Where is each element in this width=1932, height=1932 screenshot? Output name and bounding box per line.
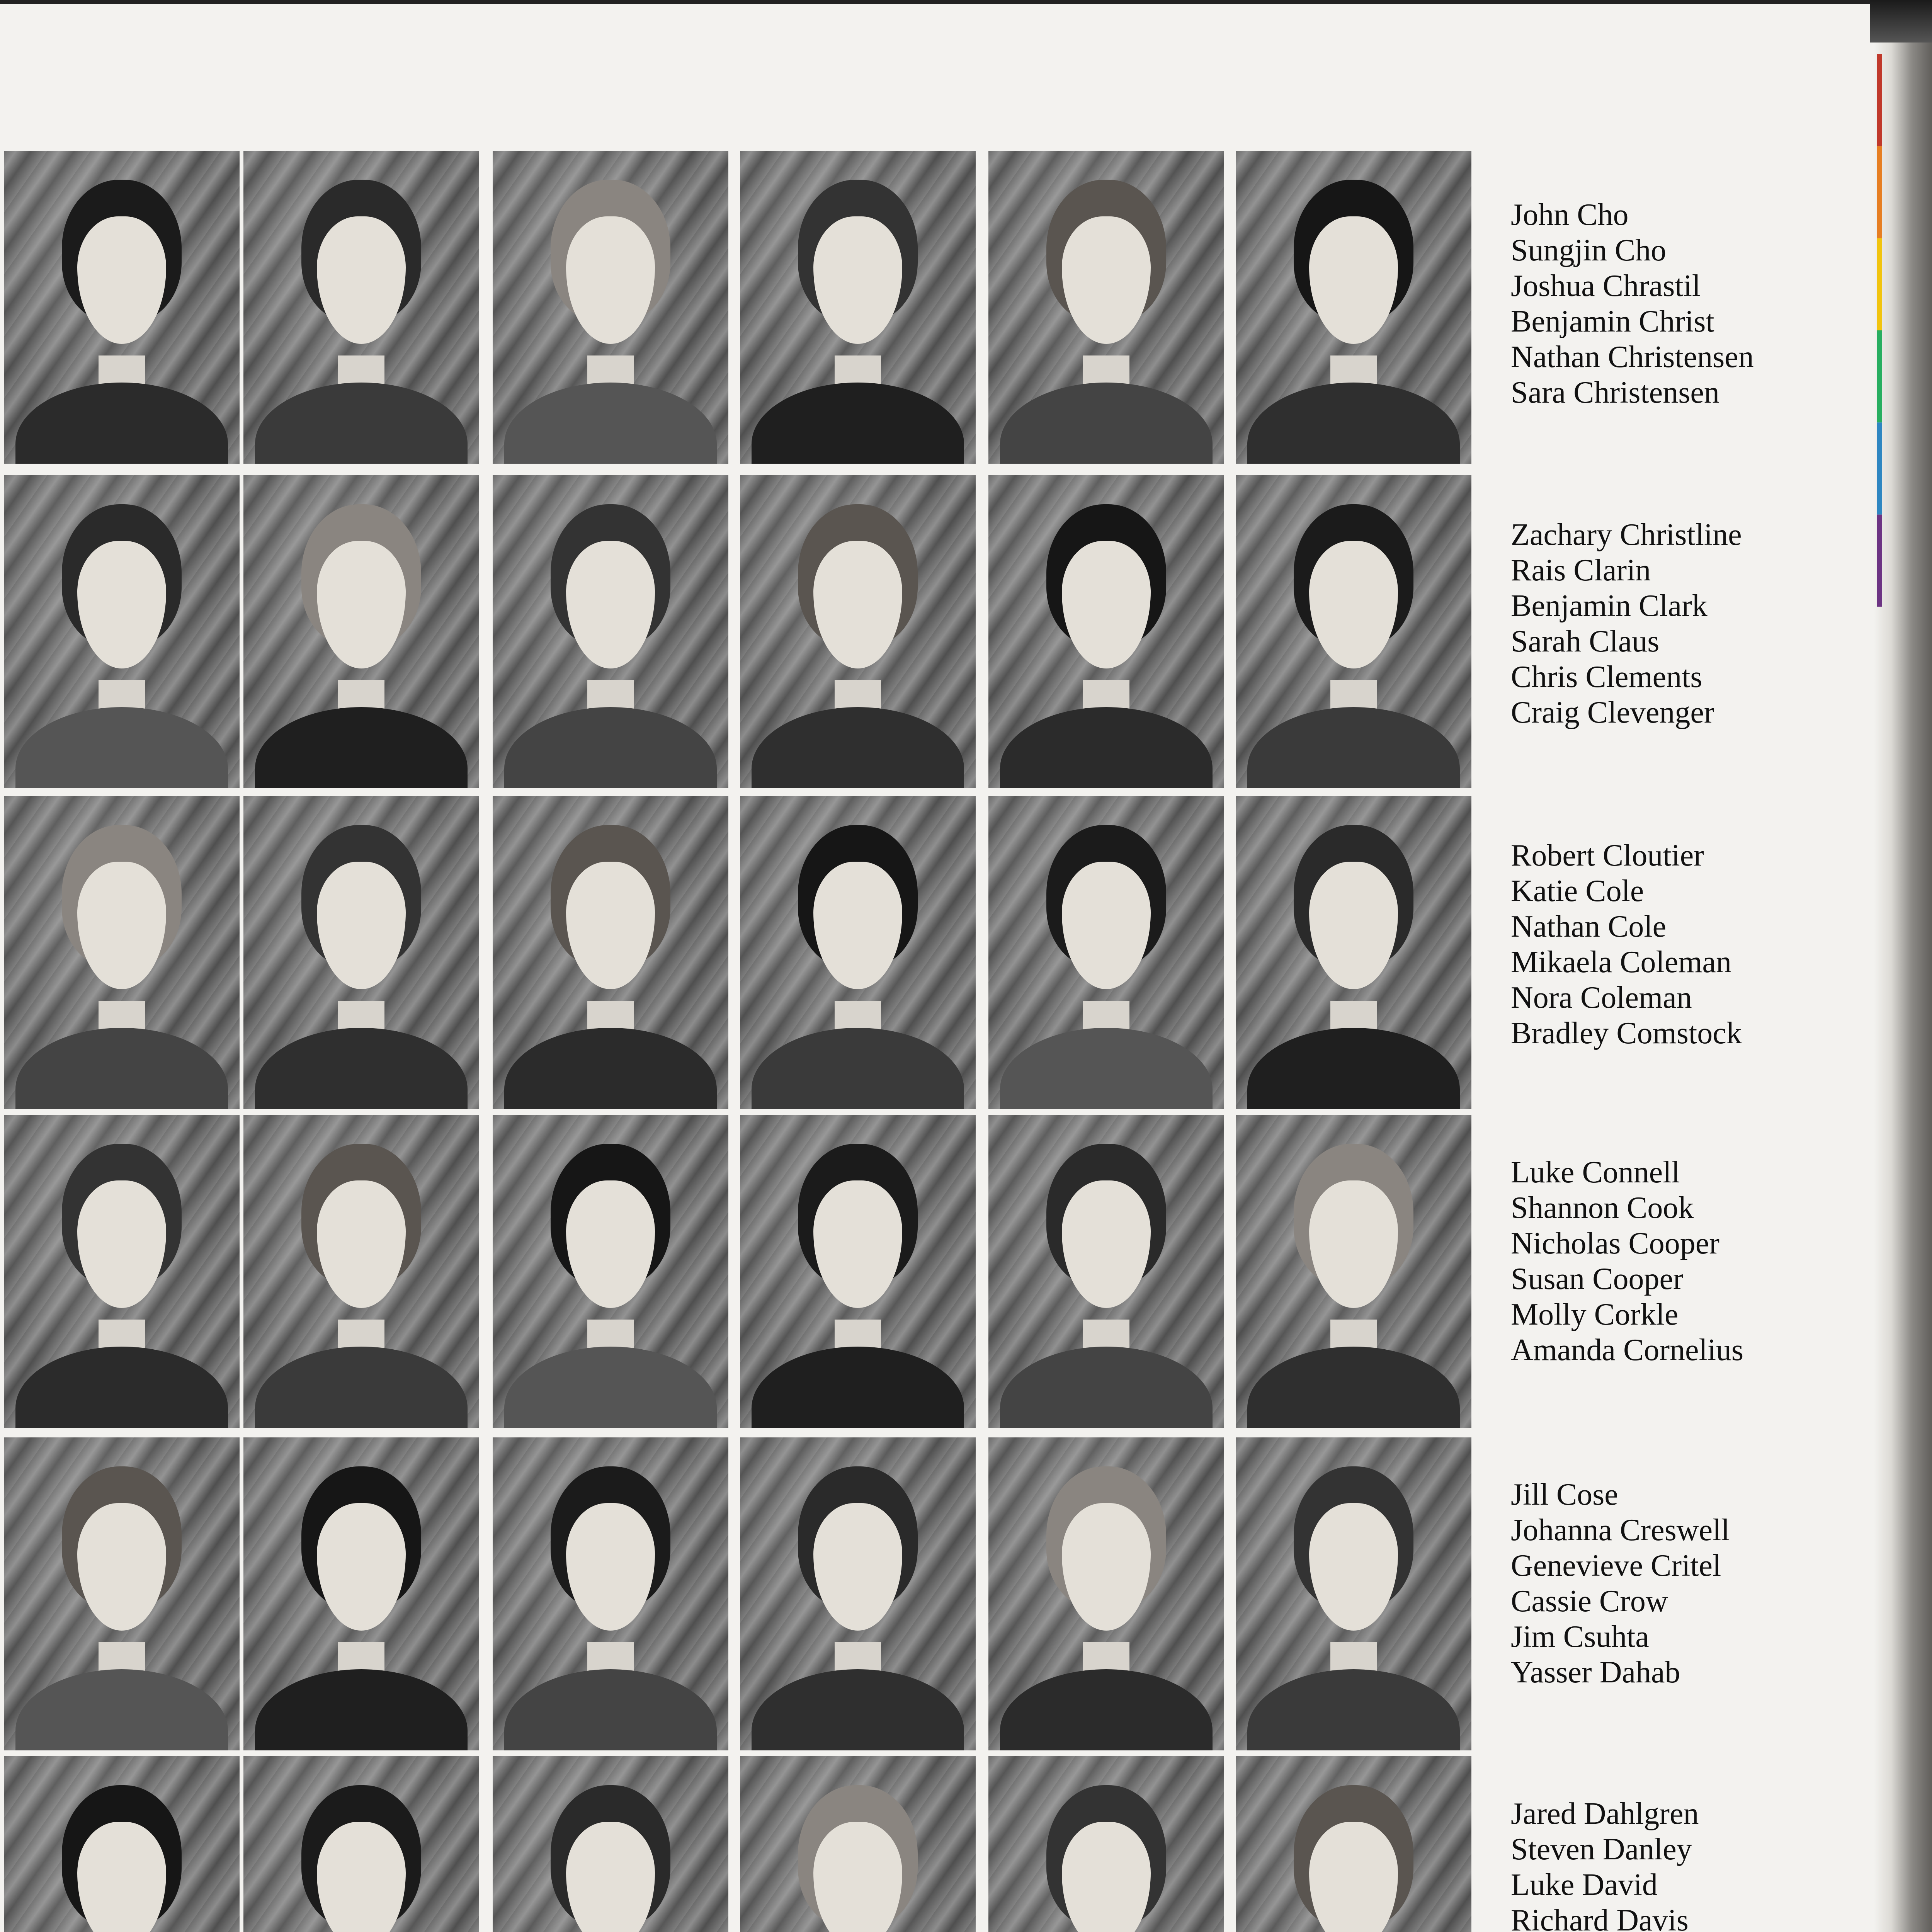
student-name: Mikaela Coleman — [1511, 945, 1731, 979]
portrait-face — [1062, 862, 1151, 989]
portrait-photo — [740, 1437, 976, 1750]
student-name: Luke Connell — [1511, 1155, 1680, 1189]
portrait-clothing — [1000, 707, 1213, 788]
ribbon-segment — [1877, 54, 1882, 146]
portrait-clothing — [255, 707, 468, 788]
portrait-clothing — [1247, 707, 1460, 788]
portrait-photo — [1236, 1115, 1471, 1428]
portrait-photo — [988, 1756, 1224, 1932]
portrait-photo — [988, 151, 1224, 464]
portrait-face — [566, 1822, 655, 1932]
portrait-photo — [243, 1437, 479, 1750]
portrait-clothing — [1000, 383, 1213, 464]
portrait-face — [1309, 1180, 1398, 1308]
portrait-face — [1062, 1503, 1151, 1631]
portrait-clothing — [752, 707, 964, 788]
portrait-clothing — [1247, 1028, 1460, 1109]
portrait-photo — [4, 475, 240, 788]
portrait-face — [566, 862, 655, 989]
student-name: Rais Clarin — [1511, 553, 1651, 587]
portrait-face — [1062, 1180, 1151, 1308]
portrait-face — [77, 541, 166, 668]
student-name: Molly Corkle — [1511, 1298, 1679, 1332]
portrait-clothing — [255, 383, 468, 464]
student-name: Benjamin Christ — [1511, 304, 1714, 338]
portrait-clothing — [1247, 383, 1460, 464]
student-name: Genevieve Critel — [1511, 1549, 1721, 1583]
portrait-face — [317, 1822, 406, 1932]
name-list — [1511, 197, 1754, 410]
portrait-face — [1309, 1822, 1398, 1932]
portrait-clothing — [504, 1669, 717, 1750]
portrait-clothing — [15, 707, 228, 788]
portrait-face — [1062, 541, 1151, 668]
name-list — [1511, 1796, 1723, 1932]
student-name: Susan Cooper — [1511, 1262, 1684, 1296]
name-list — [1511, 1477, 1730, 1690]
portrait-photo — [493, 475, 728, 788]
student-name: John Cho — [1511, 198, 1629, 232]
portrait-photo — [988, 1437, 1224, 1750]
portrait-clothing — [1000, 1347, 1213, 1428]
student-name: Nathan Cole — [1511, 910, 1667, 944]
student-name: Craig Clevenger — [1511, 696, 1714, 730]
binding-edge-top — [1870, 0, 1932, 43]
portrait-photo — [4, 1756, 240, 1932]
portrait-clothing — [504, 383, 717, 464]
portrait-face — [813, 1180, 902, 1308]
portrait-face — [566, 1180, 655, 1308]
student-name: Sara Christensen — [1511, 376, 1719, 410]
student-name: Katie Cole — [1511, 874, 1644, 908]
student-name: Richard Davis — [1511, 1903, 1689, 1932]
portrait-face — [1309, 1503, 1398, 1631]
student-name: Benjamin Clark — [1511, 589, 1708, 623]
top-rule — [0, 0, 1893, 4]
portrait-photo — [243, 1115, 479, 1428]
ribbon-segment — [1877, 422, 1882, 514]
student-name: Robert Cloutier — [1511, 838, 1704, 872]
binding-edge — [1874, 0, 1932, 1932]
portrait-clothing — [1000, 1669, 1213, 1750]
portrait-face — [566, 216, 655, 344]
portrait-photo — [493, 1115, 728, 1428]
student-name: Chris Clements — [1511, 660, 1702, 694]
portrait-clothing — [1247, 1669, 1460, 1750]
portrait-photo — [493, 151, 728, 464]
ribbon-segment — [1877, 515, 1882, 607]
portrait-photo — [4, 796, 240, 1109]
portrait-photo — [988, 1115, 1224, 1428]
portrait-photo — [243, 151, 479, 464]
portrait-photo — [1236, 796, 1471, 1109]
student-name: Jim Csuhta — [1511, 1620, 1649, 1654]
portrait-face — [813, 541, 902, 668]
portrait-clothing — [255, 1347, 468, 1428]
student-name: Shannon Cook — [1511, 1191, 1694, 1225]
portrait-clothing — [752, 1028, 964, 1109]
student-name: Yasser Dahab — [1511, 1655, 1680, 1689]
portrait-photo — [1236, 1756, 1471, 1932]
portrait-face — [813, 862, 902, 989]
portrait-photo — [243, 1756, 479, 1932]
portrait-face — [317, 541, 406, 668]
portrait-photo — [740, 1115, 976, 1428]
portrait-photo — [243, 796, 479, 1109]
portrait-clothing — [504, 1347, 717, 1428]
student-name: Sungjin Cho — [1511, 233, 1667, 267]
portrait-clothing — [15, 1028, 228, 1109]
portrait-photo — [988, 796, 1224, 1109]
portrait-clothing — [1000, 1028, 1213, 1109]
portrait-photo — [493, 1437, 728, 1750]
student-name: Cassie Crow — [1511, 1584, 1668, 1618]
student-name: Nathan Christensen — [1511, 340, 1754, 374]
portrait-face — [317, 216, 406, 344]
portrait-face — [813, 1503, 902, 1631]
student-name: Jared Dahlgren — [1511, 1797, 1699, 1831]
student-name: Nora Coleman — [1511, 981, 1692, 1015]
student-name: Luke David — [1511, 1868, 1658, 1902]
portrait-photo — [493, 1756, 728, 1932]
portrait-face — [77, 1180, 166, 1308]
student-name: Steven Danley — [1511, 1832, 1692, 1866]
portrait-face — [1309, 862, 1398, 989]
portrait-face — [566, 1503, 655, 1631]
student-name: Nicholas Cooper — [1511, 1226, 1719, 1260]
name-list — [1511, 838, 1742, 1051]
student-name: Sarah Claus — [1511, 624, 1660, 658]
portrait-photo — [740, 151, 976, 464]
portrait-face — [813, 216, 902, 344]
portrait-photo — [1236, 151, 1471, 464]
portrait-clothing — [752, 1347, 964, 1428]
portrait-photo — [740, 1756, 976, 1932]
portrait-photo — [493, 796, 728, 1109]
portrait-clothing — [752, 1669, 964, 1750]
portrait-clothing — [15, 1347, 228, 1428]
portrait-photo — [988, 475, 1224, 788]
portrait-face — [77, 1503, 166, 1631]
ribbon-segment — [1877, 146, 1882, 238]
student-name: Johanna Creswell — [1511, 1513, 1730, 1547]
portrait-face — [317, 1503, 406, 1631]
color-ribbon-divider — [1877, 54, 1882, 607]
portrait-clothing — [15, 1669, 228, 1750]
portrait-face — [1062, 1822, 1151, 1932]
portrait-photo — [4, 151, 240, 464]
portrait-face — [1309, 216, 1398, 344]
portrait-photo — [740, 475, 976, 788]
student-name: Bradley Comstock — [1511, 1016, 1742, 1050]
ribbon-segment — [1877, 238, 1882, 330]
portrait-face — [566, 541, 655, 668]
student-name: Zachary Christline — [1511, 518, 1742, 552]
portrait-face — [317, 1180, 406, 1308]
ribbon-segment — [1877, 330, 1882, 422]
student-name: Jill Cose — [1511, 1478, 1618, 1512]
student-name: Amanda Cornelius — [1511, 1333, 1744, 1367]
portrait-face — [77, 1822, 166, 1932]
portrait-face — [77, 216, 166, 344]
portrait-clothing — [255, 1669, 468, 1750]
portrait-photo — [740, 796, 976, 1109]
portrait-clothing — [504, 1028, 717, 1109]
portrait-clothing — [752, 383, 964, 464]
portrait-face — [1062, 216, 1151, 344]
portrait-face — [813, 1822, 902, 1932]
portrait-clothing — [1247, 1347, 1460, 1428]
portrait-clothing — [15, 383, 228, 464]
portrait-face — [77, 862, 166, 989]
portrait-photo — [4, 1437, 240, 1750]
name-list — [1511, 517, 1742, 730]
name-list — [1511, 1155, 1743, 1368]
portrait-face — [317, 862, 406, 989]
student-name: Joshua Chrastil — [1511, 269, 1701, 303]
portrait-face — [1309, 541, 1398, 668]
portrait-photo — [1236, 475, 1471, 788]
portrait-photo — [4, 1115, 240, 1428]
portrait-photo — [243, 475, 479, 788]
portrait-clothing — [255, 1028, 468, 1109]
portrait-clothing — [504, 707, 717, 788]
portrait-photo — [1236, 1437, 1471, 1750]
